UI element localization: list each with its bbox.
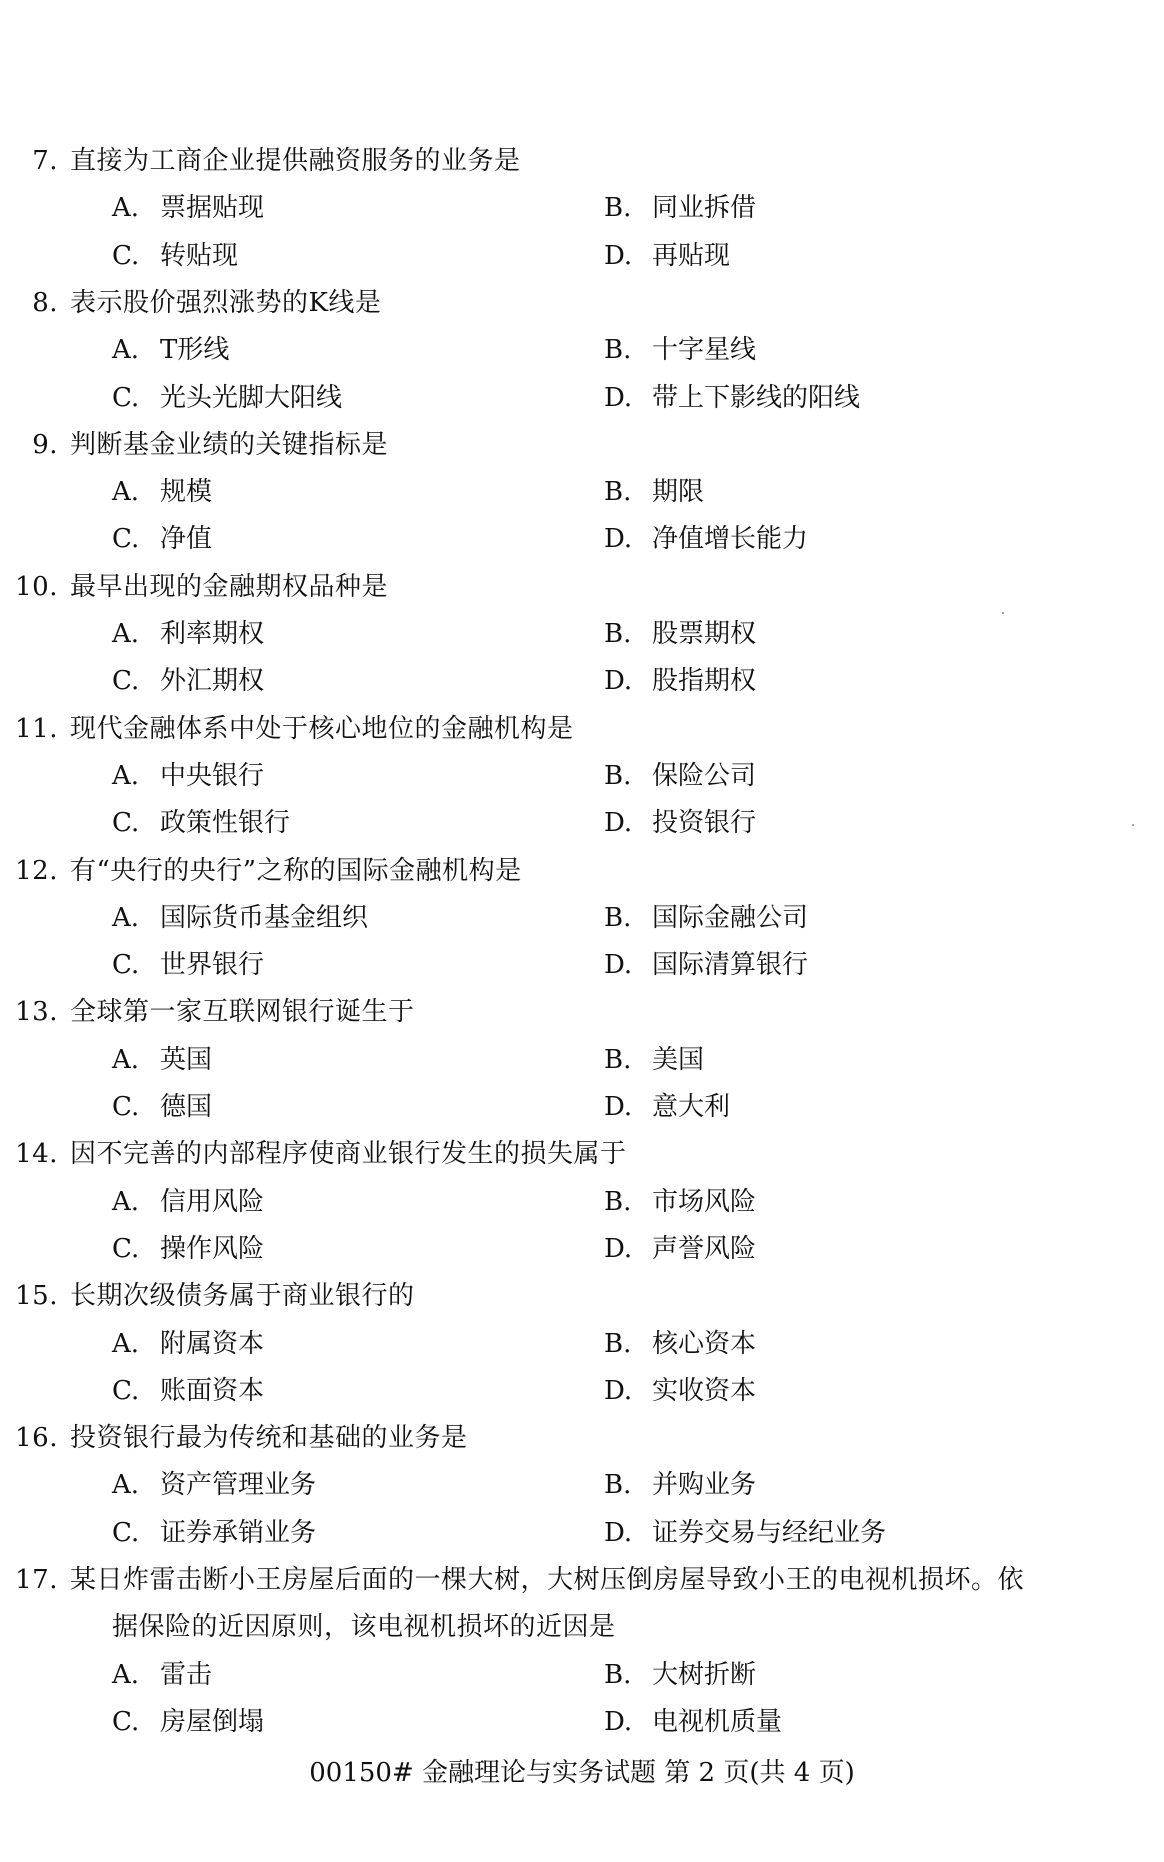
question-text: 有“央行的央行”之称的国际金融机构是 [70, 856, 522, 886]
answer-option [112, 760, 264, 792]
option-text: 股指期权 [652, 666, 757, 696]
option-text: 国际金融公司 [652, 903, 809, 933]
question-number: 17. [15, 1565, 58, 1595]
question-stem [0, 1422, 468, 1454]
option-text: 德国 [160, 1092, 213, 1122]
question-stem [0, 996, 415, 1028]
question-number: 7. [32, 146, 58, 176]
answer-option [604, 902, 808, 934]
answer-option [112, 1659, 212, 1691]
answer-option [604, 1375, 756, 1407]
question-number: 10. [15, 572, 58, 602]
option-text: 证券交易与经纪业务 [652, 1518, 887, 1548]
option-letter: A. [112, 1187, 140, 1217]
option-text: T形线 [160, 335, 230, 365]
option-text: 转贴现 [160, 241, 239, 271]
answer-option [112, 665, 264, 697]
option-text: 十字星线 [652, 335, 757, 365]
answer-option [604, 240, 730, 272]
option-letter: A. [112, 193, 140, 223]
option-letter: A. [112, 761, 140, 791]
option-letter: A. [112, 1470, 140, 1500]
option-text: 国际清算银行 [652, 950, 809, 980]
option-letter: B. [604, 193, 632, 223]
option-text: 核心资本 [652, 1329, 757, 1359]
question-stem [0, 1138, 627, 1170]
option-text: 信用风险 [160, 1187, 265, 1217]
answer-option [604, 476, 704, 508]
option-text: 大树折断 [652, 1660, 757, 1690]
answer-option [112, 523, 212, 555]
question-stem [0, 287, 381, 319]
option-text: 投资银行 [652, 808, 757, 838]
option-text: 附属资本 [160, 1329, 265, 1359]
scan-speck [1002, 612, 1004, 614]
question-number: 14. [15, 1139, 58, 1169]
option-letter: C. [112, 524, 140, 554]
answer-option [604, 1469, 756, 1501]
answer-option [112, 1706, 264, 1738]
option-text: 外汇期权 [160, 666, 265, 696]
scan-speck [1132, 824, 1134, 826]
option-text: 规模 [160, 477, 213, 507]
option-letter: C. [112, 950, 140, 980]
option-text: 英国 [160, 1045, 213, 1075]
question-text: 判断基金业绩的关键指标是 [70, 430, 389, 460]
answer-option [112, 382, 342, 414]
option-letter: D. [604, 666, 633, 696]
answer-option [112, 902, 368, 934]
answer-option [112, 1375, 264, 1407]
option-letter: D. [604, 241, 633, 271]
answer-option [112, 1517, 316, 1549]
option-letter: C. [112, 383, 140, 413]
answer-option [112, 1091, 212, 1123]
question-number: 11. [15, 714, 58, 744]
option-text: 净值 [160, 524, 213, 554]
option-letter: C. [112, 1518, 140, 1548]
answer-option [112, 949, 264, 981]
answer-option [604, 1091, 730, 1123]
option-text: 房屋倒塌 [160, 1707, 265, 1737]
answer-option [112, 334, 229, 366]
answer-option [112, 1233, 264, 1265]
option-letter: D. [604, 808, 633, 838]
answer-option [112, 476, 212, 508]
answer-option [604, 1186, 756, 1218]
option-text: 实收资本 [652, 1376, 757, 1406]
question-text-continued: 据保险的近因原则，该电视机损坏的近因是 [112, 1612, 616, 1642]
option-text: 政策性银行 [160, 808, 291, 838]
option-letter: B. [604, 1187, 632, 1217]
option-letter: D. [604, 383, 633, 413]
option-letter: A. [112, 1045, 140, 1075]
option-letter: B. [604, 1045, 632, 1075]
option-text: 资产管理业务 [160, 1470, 317, 1500]
option-text: 市场风险 [652, 1187, 757, 1217]
option-text: 意大利 [652, 1092, 731, 1122]
option-letter: B. [604, 903, 632, 933]
option-text: 声誉风险 [652, 1234, 757, 1264]
option-text: 证券承销业务 [160, 1518, 317, 1548]
option-letter: D. [604, 524, 633, 554]
option-text: 同业拆借 [652, 193, 757, 223]
option-text: 并购业务 [652, 1470, 757, 1500]
question-text: 最早出现的金融期权品种是 [70, 572, 389, 602]
question-number: 8. [32, 288, 58, 318]
question-number: 9. [32, 430, 58, 460]
option-text: 中央银行 [160, 761, 265, 791]
answer-option [604, 1328, 756, 1360]
question-number: 12. [15, 856, 58, 886]
option-letter: D. [604, 1707, 633, 1737]
question-stem [0, 713, 574, 745]
question-text: 因不完善的内部程序使商业银行发生的损失属于 [70, 1139, 627, 1169]
option-letter: D. [604, 1518, 633, 1548]
answer-option [604, 382, 860, 414]
question-stem [0, 145, 521, 177]
option-letter: A. [112, 619, 140, 649]
question-text: 某日炸雷击断小王房屋后面的一棵大树，大树压倒房屋导致小王的电视机损坏。依 [70, 1565, 1025, 1595]
option-text: 世界银行 [160, 950, 265, 980]
question-stem [0, 571, 388, 603]
answer-option [112, 1186, 264, 1218]
question-text: 直接为工商企业提供融资服务的业务是 [70, 146, 521, 176]
answer-option [112, 1469, 316, 1501]
answer-option [604, 807, 756, 839]
answer-option [604, 1659, 756, 1691]
option-letter: B. [604, 335, 632, 365]
answer-option [112, 192, 264, 224]
question-number: 15. [15, 1281, 58, 1311]
option-letter: A. [112, 1329, 140, 1359]
option-letter: B. [604, 477, 632, 507]
option-text: 带上下影线的阳线 [652, 383, 861, 413]
option-text: 美国 [652, 1045, 705, 1075]
option-letter: C. [112, 241, 140, 271]
option-letter: B. [604, 1329, 632, 1359]
option-text: 账面资本 [160, 1376, 265, 1406]
answer-option [112, 1328, 264, 1360]
option-letter: A. [112, 477, 140, 507]
answer-option [604, 760, 756, 792]
answer-option [112, 618, 264, 650]
question-text: 现代金融体系中处于核心地位的金融机构是 [70, 714, 574, 744]
option-text: 再贴现 [652, 241, 731, 271]
option-letter: A. [112, 335, 140, 365]
answer-option [112, 807, 290, 839]
option-text: 光头光脚大阳线 [160, 383, 343, 413]
answer-option [604, 334, 756, 366]
option-letter: D. [604, 950, 633, 980]
answer-option [604, 1706, 782, 1738]
answer-option [112, 240, 238, 272]
option-text: 利率期权 [160, 619, 265, 649]
question-text: 长期次级债务属于商业银行的 [70, 1281, 415, 1311]
option-letter: B. [604, 1660, 632, 1690]
option-letter: D. [604, 1376, 633, 1406]
option-letter: B. [604, 761, 632, 791]
option-text: 操作风险 [160, 1234, 265, 1264]
page-footer: 00150# 金融理论与实务试题 第 2 页(共 4 页) [309, 1758, 855, 1788]
question-stem [0, 1280, 415, 1312]
answer-option [604, 618, 756, 650]
answer-option [604, 523, 808, 555]
answer-option [604, 1233, 756, 1265]
option-letter: B. [604, 1470, 632, 1500]
option-text: 国际货币基金组织 [160, 903, 369, 933]
option-letter: C. [112, 1234, 140, 1264]
option-letter: A. [112, 1660, 140, 1690]
option-letter: D. [604, 1092, 633, 1122]
question-number: 13. [15, 997, 58, 1027]
option-text: 期限 [652, 477, 705, 507]
option-text: 股票期权 [652, 619, 757, 649]
question-text: 表示股价强烈涨势的K线是 [70, 288, 382, 318]
option-letter: C. [112, 666, 140, 696]
option-letter: B. [604, 619, 632, 649]
question-stem [0, 429, 388, 461]
option-letter: C. [112, 1376, 140, 1406]
option-text: 雷击 [160, 1660, 213, 1690]
question-stem [0, 855, 522, 887]
option-letter: A. [112, 903, 140, 933]
answer-option [604, 1044, 704, 1076]
option-text: 保险公司 [652, 761, 757, 791]
question-number: 16. [15, 1423, 58, 1453]
question-text: 投资银行最为传统和基础的业务是 [70, 1423, 468, 1453]
option-text: 电视机质量 [652, 1707, 783, 1737]
answer-option [604, 949, 808, 981]
answer-option [112, 1044, 212, 1076]
answer-option [604, 192, 756, 224]
answer-option [604, 1517, 886, 1549]
option-letter: C. [112, 808, 140, 838]
option-letter: C. [112, 1092, 140, 1122]
option-text: 票据贴现 [160, 193, 265, 223]
question-stem [0, 1564, 1024, 1596]
question-text: 全球第一家互联网银行诞生于 [70, 997, 415, 1027]
option-letter: C. [112, 1707, 140, 1737]
option-letter: D. [604, 1234, 633, 1264]
answer-option [604, 665, 756, 697]
option-text: 净值增长能力 [652, 524, 809, 554]
